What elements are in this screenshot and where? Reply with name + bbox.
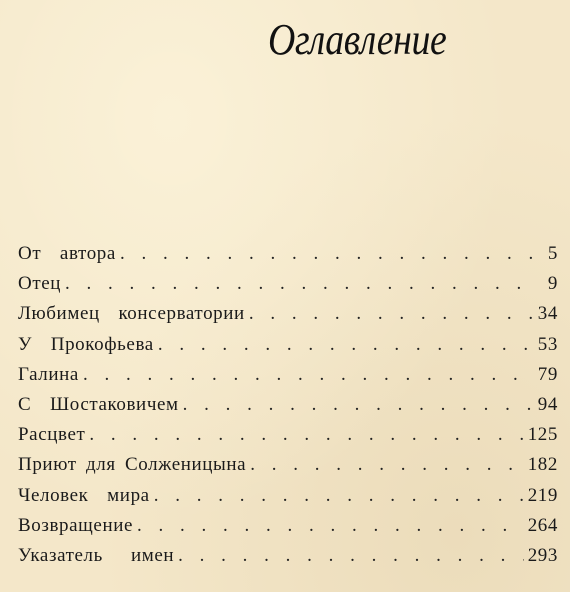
- toc-entry-title: Указатель имен: [18, 544, 175, 566]
- toc-entry-page: 182: [527, 454, 558, 476]
- toc-entry: [18, 515, 558, 545]
- table-of-contents: [18, 243, 558, 575]
- toc-entry: [18, 545, 558, 575]
- toc-entry-title: С Шостаковичем: [18, 393, 179, 415]
- toc-entry-page: 9: [547, 273, 558, 295]
- toc-entry-title: Расцвет: [18, 424, 86, 446]
- page-title: Оглавление: [268, 15, 447, 64]
- toc-entry: [18, 334, 558, 364]
- dot-leader: [178, 545, 524, 567]
- toc-entry-page: 293: [527, 544, 558, 566]
- toc-entry-page: 79: [537, 363, 558, 385]
- toc-entry-page: 264: [527, 514, 558, 536]
- toc-entry: [18, 364, 558, 394]
- toc-entry-page: 53: [537, 333, 558, 355]
- toc-entry: [18, 485, 558, 515]
- dot-leader: [89, 424, 523, 446]
- toc-entry: [18, 424, 558, 454]
- dot-leader: [183, 394, 534, 416]
- toc-entry-title: Любимец консерватории: [18, 303, 245, 325]
- dot-leader: [137, 515, 524, 537]
- dot-leader: [65, 273, 534, 295]
- toc-entry: [18, 243, 558, 273]
- toc-entry-page: 219: [527, 484, 558, 506]
- toc-entry-title: У Прокофьева: [18, 333, 154, 355]
- dot-leader: [83, 364, 534, 386]
- toc-entry-page: 34: [537, 303, 558, 325]
- toc-entry-title: Человек мира: [18, 484, 150, 506]
- dot-leader: [154, 485, 524, 507]
- toc-entry-title: Галина: [18, 363, 79, 385]
- dot-leader: [120, 243, 534, 265]
- dot-leader: [249, 303, 534, 325]
- toc-entry: [18, 303, 558, 333]
- toc-entry: [18, 454, 558, 484]
- toc-entry: [18, 394, 558, 424]
- toc-entry-page: 5: [547, 243, 558, 264]
- toc-entry-page: 125: [527, 424, 558, 446]
- toc-entry-title: Приют для Солженицына: [18, 454, 247, 476]
- toc-entry-title: Возвращение: [18, 514, 134, 536]
- toc-entry-title: От автора: [18, 243, 116, 264]
- toc-entry-page: 94: [537, 393, 558, 415]
- toc-entry: [18, 273, 558, 303]
- dot-leader: [250, 454, 523, 476]
- dot-leader: [158, 334, 534, 356]
- toc-entry-title: Отец: [18, 273, 62, 295]
